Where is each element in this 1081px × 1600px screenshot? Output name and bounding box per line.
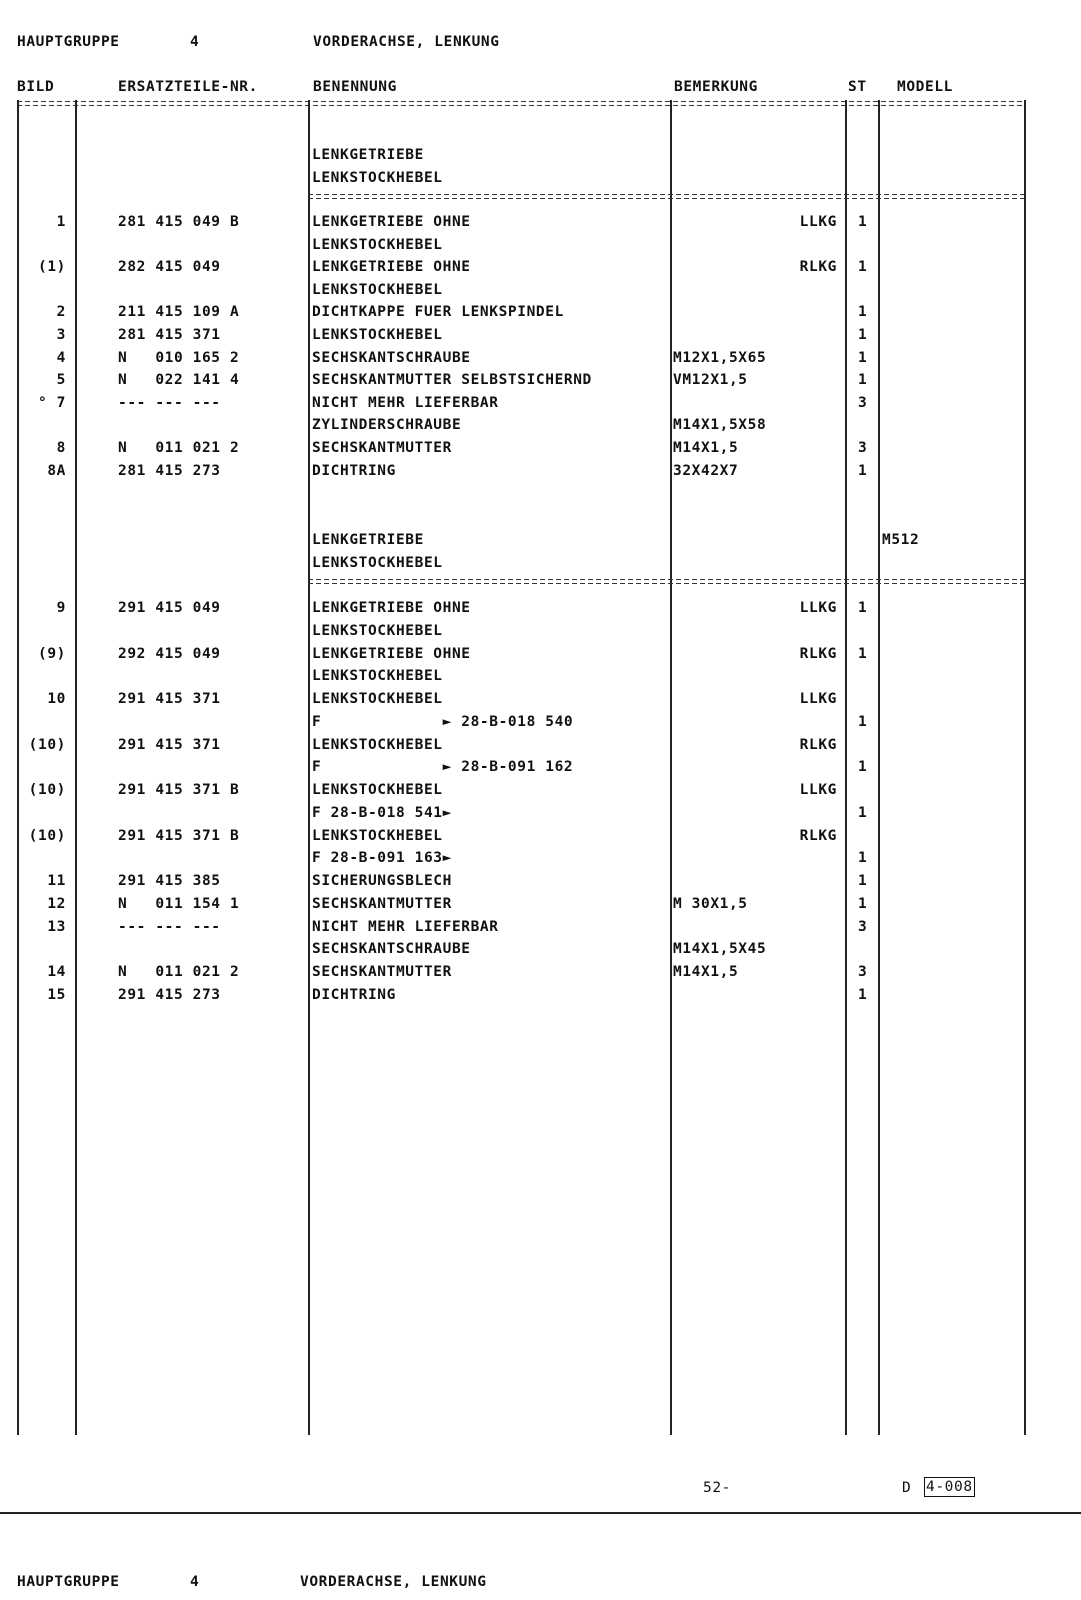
cell-bild: (10): [28, 736, 66, 753]
cell-name: F 28-B-091 163►: [312, 850, 452, 867]
cell-tag: RLKG: [799, 259, 837, 276]
col-header-name: BENENNUNG: [313, 79, 397, 95]
cell-name: LENKSTOCKHEBEL: [312, 281, 443, 298]
cell-part-no: 291 415 371 B: [118, 782, 240, 798]
cell-part-no: 281 415 371: [118, 327, 221, 343]
cell-part-no: --- --- ---: [118, 394, 221, 411]
cell-name: SECHSKANTSCHRAUBE: [312, 349, 471, 366]
cell-tag: RLKG: [799, 736, 837, 753]
cell-name: SECHSKANTMUTTER: [312, 964, 452, 980]
cell-qty: 1: [858, 645, 868, 662]
column-rule: [1024, 100, 1026, 1435]
cell-qty: 1: [858, 759, 868, 776]
group-number: 4: [190, 1574, 200, 1590]
cell-name: LENKGETRIEBE OHNE: [312, 214, 471, 230]
group-number: 4: [190, 34, 200, 50]
cell-name: SECHSKANTMUTTER: [312, 440, 452, 456]
cell-name: LENKSTOCKHEBEL: [312, 691, 443, 707]
col-header-remark: BEMERKUNG: [674, 79, 758, 95]
cell-part-no: 291 415 273: [118, 986, 221, 1003]
column-rule: [670, 100, 672, 1435]
cell-qty: 1: [858, 349, 868, 366]
cell-bild: ° 7: [38, 394, 66, 411]
cell-name: ZYLINDERSCHRAUBE: [312, 417, 462, 434]
cell-tag: LLKG: [799, 214, 837, 230]
section-title-line: LENKSTOCKHEBEL: [312, 555, 443, 571]
column-rule: [878, 100, 880, 1435]
cell-name: F 28-B-018 541►: [312, 804, 452, 821]
cell-bild: 12: [47, 895, 66, 912]
page-divider: [0, 1512, 1081, 1514]
cell-remark: M 30X1,5: [673, 895, 748, 912]
col-header-bild: BILD: [17, 79, 55, 95]
column-rule: [308, 100, 310, 1435]
group-title: VORDERACHSE, LENKUNG: [313, 34, 500, 50]
cell-part-no: N 022 141 4: [118, 372, 240, 389]
cell-name: NICHT MEHR LIEFERBAR: [312, 918, 499, 935]
cell-name: LENKGETRIEBE OHNE: [312, 600, 471, 616]
header-separator: [17, 101, 1025, 107]
cell-name: SECHSKANTSCHRAUBE: [312, 941, 471, 958]
cell-name: LENKSTOCKHEBEL: [312, 668, 443, 685]
col-header-qty: ST: [848, 79, 867, 95]
cell-part-no: N 011 154 1: [118, 895, 240, 912]
cell-bild: 2: [56, 304, 66, 321]
cell-name: LENKSTOCKHEBEL: [312, 782, 443, 798]
cell-tag: LLKG: [799, 782, 837, 798]
cell-qty: 3: [858, 964, 868, 980]
cell-qty: 3: [858, 918, 868, 935]
cell-part-no: 291 415 385: [118, 873, 221, 889]
cell-bild: 3: [56, 327, 66, 343]
cell-bild: 1: [56, 214, 66, 230]
cell-part-no: --- --- ---: [118, 918, 221, 935]
cell-name: SECHSKANTMUTTER: [312, 895, 452, 912]
cell-bild: (10): [28, 827, 66, 844]
cell-part-no: 292 415 049: [118, 645, 221, 662]
cell-remark: M12X1,5X65: [673, 349, 767, 366]
cell-qty: 1: [858, 873, 868, 889]
cell-remark: M14X1,5: [673, 964, 739, 980]
cell-qty: 1: [858, 713, 868, 730]
cell-qty: 1: [858, 259, 868, 276]
cell-name: LENKGETRIEBE OHNE: [312, 259, 471, 276]
cell-qty: 1: [858, 895, 868, 912]
cell-bild: 10: [47, 691, 66, 707]
cell-qty: 1: [858, 372, 868, 389]
cell-bild: 8: [56, 440, 66, 456]
cell-part-no: N 011 021 2: [118, 440, 240, 456]
cell-qty: 1: [858, 304, 868, 321]
column-rule: [75, 100, 77, 1435]
group-label: HAUPTGRUPPE: [17, 34, 120, 50]
cell-part-no: N 010 165 2: [118, 349, 240, 366]
section-model: M512: [882, 532, 920, 548]
cell-qty: 1: [858, 850, 868, 867]
cell-qty: 3: [858, 440, 868, 456]
cell-remark: VM12X1,5: [673, 372, 748, 389]
cell-qty: 1: [858, 462, 868, 479]
cell-part-no: 291 415 049: [118, 600, 221, 616]
cell-part-no: 282 415 049: [118, 259, 221, 276]
cell-name: NICHT MEHR LIEFERBAR: [312, 394, 499, 411]
cell-qty: 1: [858, 804, 868, 821]
cell-remark: 32X42X7: [673, 462, 739, 479]
page-number: 52-: [703, 1480, 731, 1496]
section-title-line: LENKGETRIEBE: [312, 147, 424, 163]
cell-part-no: 291 415 371: [118, 736, 221, 753]
cell-qty: 1: [858, 600, 868, 616]
cell-tag: LLKG: [799, 600, 837, 616]
cell-bild: 15: [47, 986, 66, 1003]
cell-bild: 5: [56, 372, 66, 389]
section-title-line: LENKSTOCKHEBEL: [312, 170, 443, 186]
cell-remark: M14X1,5X58: [673, 417, 767, 434]
cell-qty: 1: [858, 986, 868, 1003]
group-label: HAUPTGRUPPE: [17, 1574, 120, 1590]
cell-bild: (9): [38, 645, 66, 662]
section-separator: [308, 579, 1024, 585]
column-rule: [17, 100, 19, 1435]
reference-code: 4-008: [926, 1479, 973, 1495]
cell-part-no: N 011 021 2: [118, 964, 240, 980]
cell-remark: M14X1,5X45: [673, 941, 767, 958]
cell-name: LENKSTOCKHEBEL: [312, 327, 443, 343]
cell-tag: RLKG: [799, 645, 837, 662]
cell-qty: 3: [858, 394, 868, 411]
cell-name: DICHTRING: [312, 462, 396, 479]
cell-name: SECHSKANTMUTTER SELBSTSICHERND: [312, 372, 592, 389]
cell-part-no: 281 415 049 B: [118, 214, 240, 230]
cell-name: LENKGETRIEBE OHNE: [312, 645, 471, 662]
cell-part-no: 291 415 371: [118, 691, 221, 707]
column-rule: [845, 100, 847, 1435]
col-header-part-no: ERSATZTEILE-NR.: [118, 79, 258, 95]
cell-bild: 13: [47, 918, 66, 935]
cell-remark: M14X1,5: [673, 440, 739, 456]
cell-tag: RLKG: [799, 827, 837, 844]
cell-part-no: 211 415 109 A: [118, 304, 240, 321]
section-title-line: LENKGETRIEBE: [312, 532, 424, 548]
cell-bild: (1): [38, 259, 66, 276]
col-header-model: MODELL: [897, 79, 953, 95]
cell-bild: 4: [56, 349, 66, 366]
cell-name: LENKSTOCKHEBEL: [312, 236, 443, 253]
cell-qty: 1: [858, 327, 868, 343]
cell-bild: 9: [56, 600, 66, 616]
cell-name: LENKSTOCKHEBEL: [312, 736, 443, 753]
cell-name: LENKSTOCKHEBEL: [312, 622, 443, 639]
cell-name: SICHERUNGSBLECH: [312, 873, 452, 889]
cell-tag: LLKG: [799, 691, 837, 707]
cell-part-no: 281 415 273: [118, 462, 221, 479]
cell-name: DICHTRING: [312, 986, 396, 1003]
cell-name: LENKSTOCKHEBEL: [312, 827, 443, 844]
cell-name: F ► 28-B-018 540: [312, 713, 574, 730]
language-code: D: [902, 1480, 912, 1496]
cell-name: DICHTKAPPE FUER LENKSPINDEL: [312, 304, 564, 321]
cell-bild: 11: [47, 873, 66, 889]
cell-bild: (10): [28, 782, 66, 798]
section-separator: [308, 194, 1024, 200]
cell-bild: 8A: [47, 462, 66, 479]
group-title: VORDERACHSE, LENKUNG: [300, 1574, 487, 1590]
cell-name: F ► 28-B-091 162: [312, 759, 574, 776]
cell-part-no: 291 415 371 B: [118, 827, 240, 844]
cell-qty: 1: [858, 214, 868, 230]
cell-bild: 14: [47, 964, 66, 980]
